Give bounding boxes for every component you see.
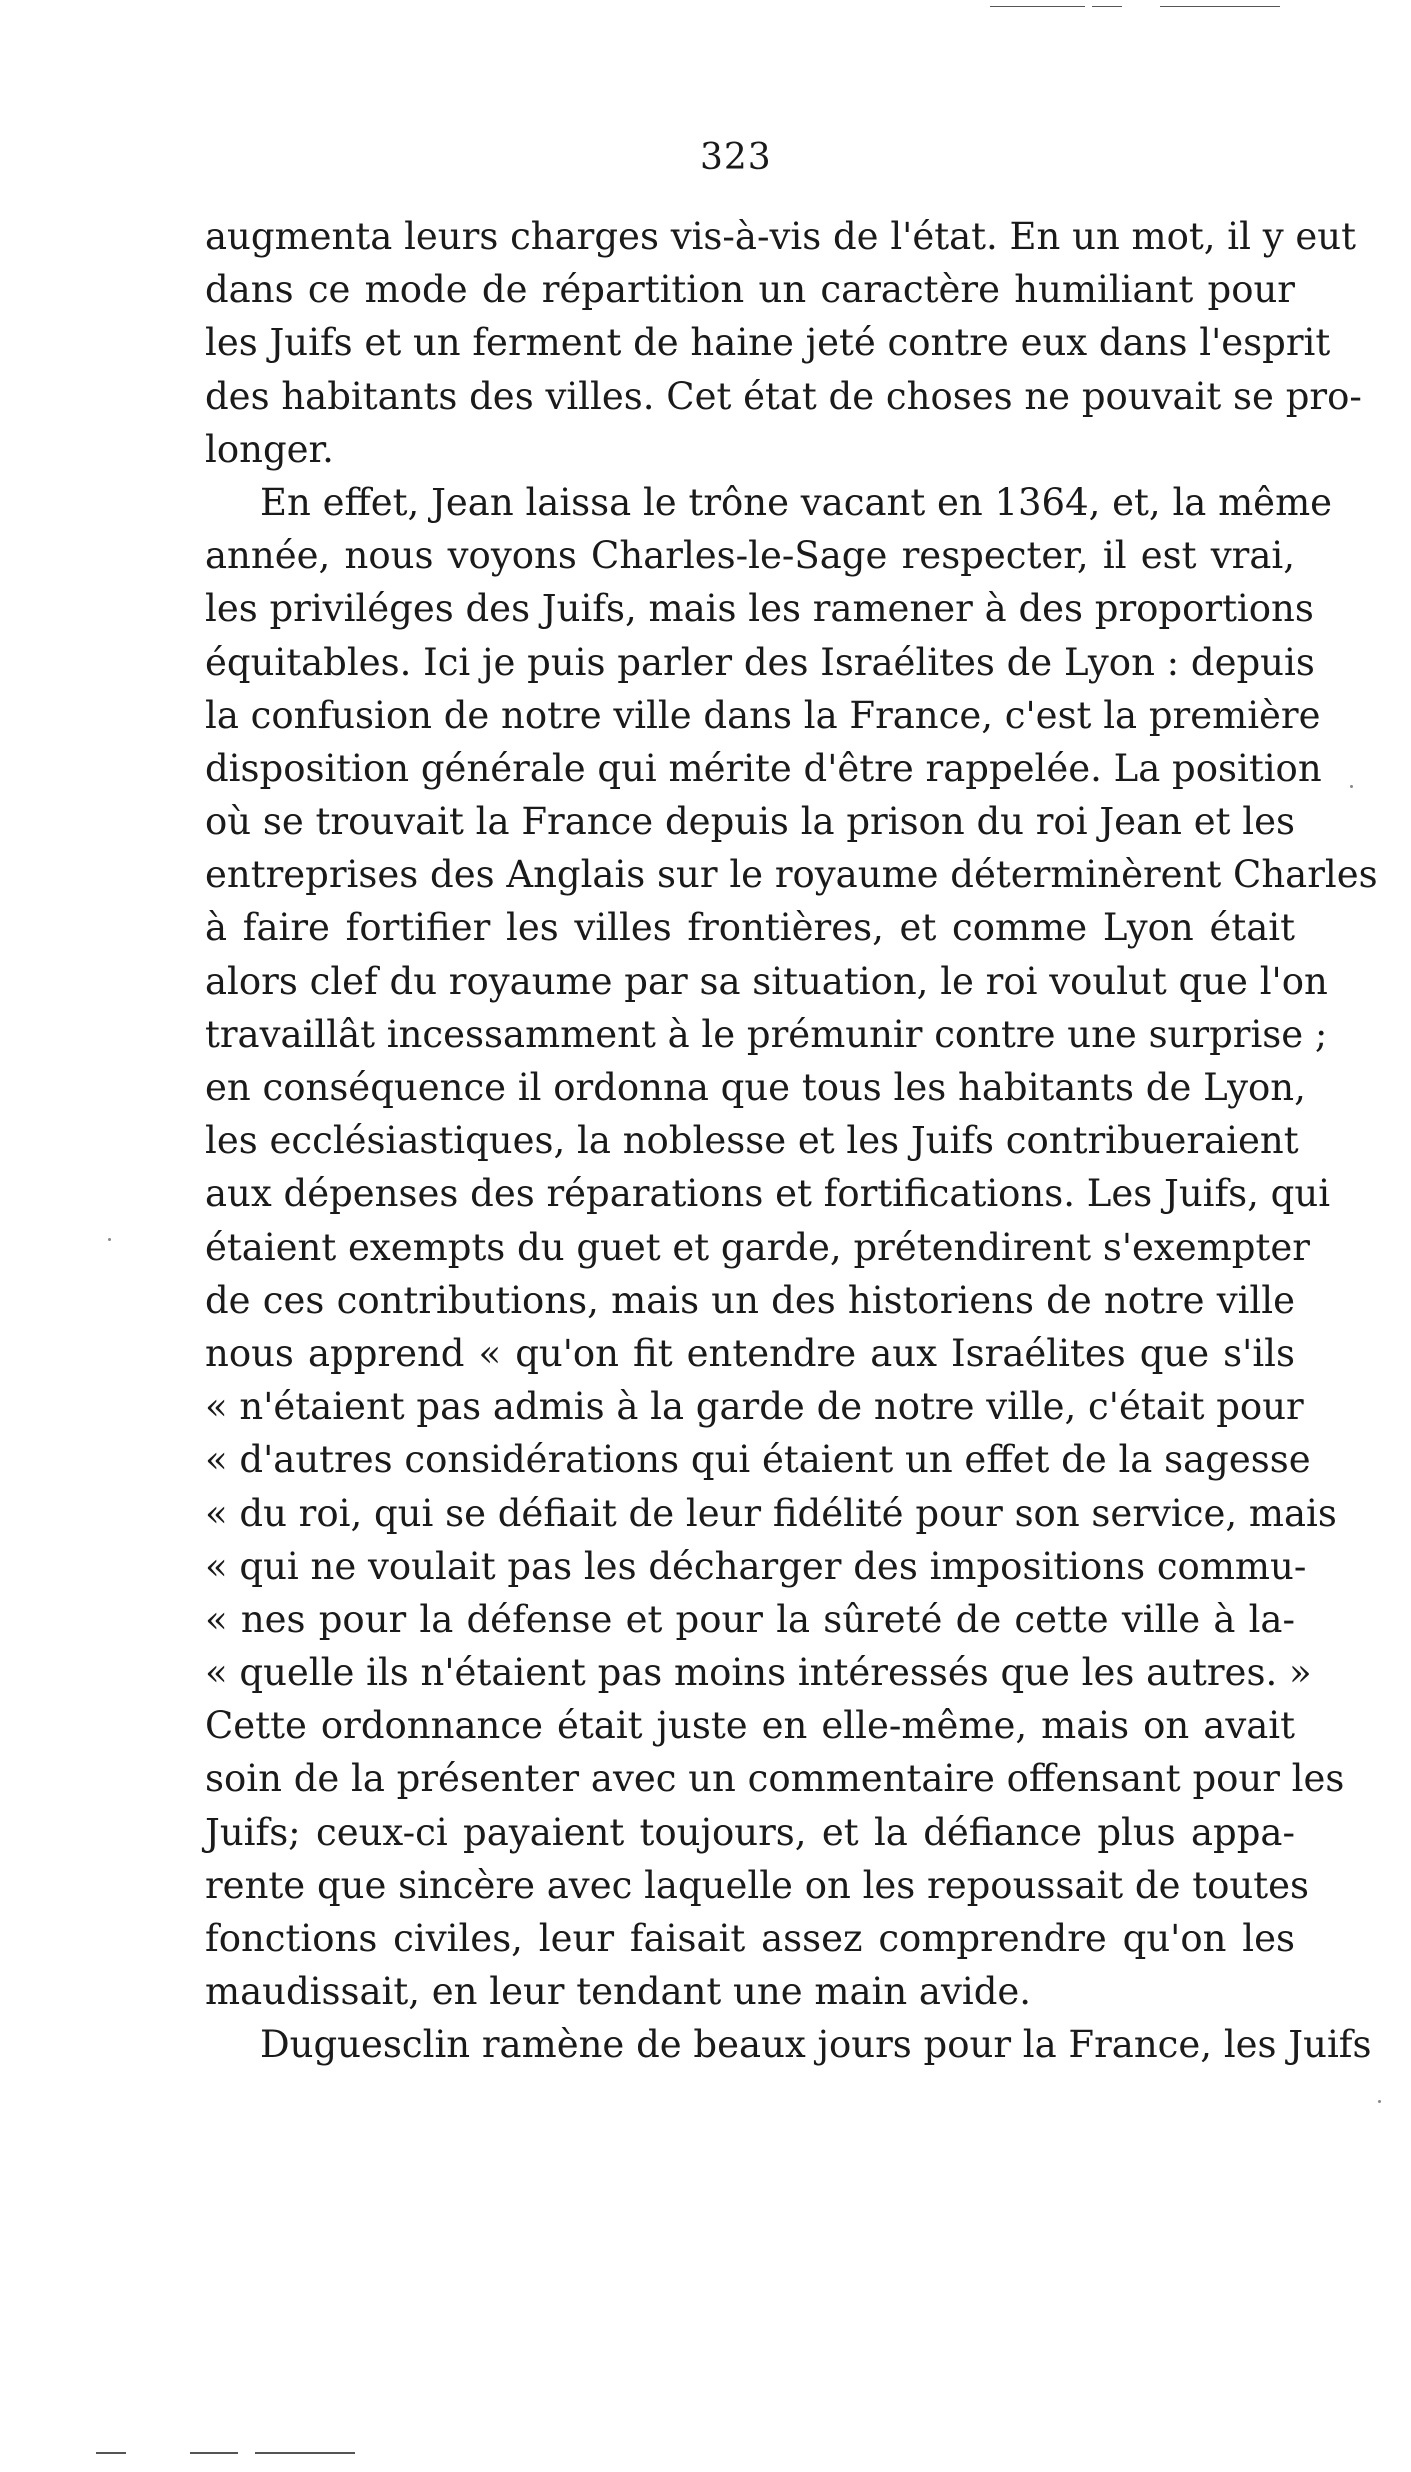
text-line: de ces contributions, mais un des historiens de notre ville bbox=[205, 1278, 1295, 1322]
text-line: aux dépenses des réparations et fortifications. Les Juifs, qui bbox=[205, 1172, 1331, 1216]
text-line: maudissait, en leur tendant une main avide. bbox=[205, 1970, 1032, 2014]
paragraph bbox=[205, 210, 1362, 476]
bottom-edge-rule-3 bbox=[255, 2452, 355, 2454]
text-line: « nes pour la défense et pour la sûreté de cette ville à la- bbox=[205, 1597, 1295, 1641]
text-line: « qui ne voulait pas les décharger des impositions commu- bbox=[205, 1544, 1307, 1588]
text-line: augmenta leurs charges vis-à-vis de l'état. En un mot, il y eut bbox=[205, 215, 1356, 258]
text-line: à faire fortifier les villes frontières, et comme Lyon était bbox=[205, 906, 1295, 950]
text-line: les Juifs et un ferment de haine jeté contre eux dans l'esprit bbox=[205, 321, 1331, 365]
body-text bbox=[205, 210, 1378, 2072]
text-line: où se trouvait la France depuis la prison du roi Jean et les bbox=[205, 800, 1295, 844]
text-line: rente que sincère avec laquelle on les repoussait de toutes bbox=[205, 1863, 1309, 1907]
text-line: En effet, Jean laissa le trône vacant en 1364, et, la même bbox=[260, 480, 1333, 524]
top-edge-rule-3 bbox=[1160, 6, 1280, 7]
text-line: alors clef du royaume par sa situation, le roi voulut que l'on bbox=[205, 959, 1328, 1003]
text-line: les priviléges des Juifs, mais les ramener à des proportions bbox=[205, 587, 1314, 631]
scan-speck bbox=[1378, 2100, 1381, 2103]
text-line: les ecclésiastiques, la noblesse et les Juifs contribueraient bbox=[205, 1119, 1299, 1163]
text-line: « n'étaient pas admis à la garde de notre ville, c'était pour bbox=[205, 1385, 1304, 1429]
text-line: dans ce mode de répartition un caractère humiliant pour bbox=[205, 268, 1295, 312]
text-line: « quelle ils n'étaient pas moins intéressés que les autres. » bbox=[205, 1651, 1312, 1695]
bottom-edge-rule-1 bbox=[96, 2452, 126, 2454]
text-line: « d'autres considérations qui étaient un effet de la sagesse bbox=[205, 1438, 1311, 1482]
bottom-edge-rule-2 bbox=[190, 2452, 238, 2454]
text-line: fonctions civiles, leur faisait assez comprendre qu'on les bbox=[205, 1917, 1295, 1960]
paragraph bbox=[205, 2018, 1372, 2071]
text-line: en conséquence il ordonna que tous les habitants de Lyon, bbox=[205, 1066, 1306, 1109]
text-line: nous apprend « qu'on fit entendre aux Israélites que s'ils bbox=[205, 1331, 1295, 1375]
text-line: la confusion de notre ville dans la France, c'est la première bbox=[205, 693, 1321, 737]
text-line: équitables. Ici je puis parler des Israélites de Lyon : depuis bbox=[205, 640, 1315, 684]
text-line: Cette ordonnance était juste en elle-même, mais on avait bbox=[205, 1704, 1295, 1748]
top-edge-rule-2 bbox=[1092, 6, 1122, 7]
text-line: soin de la présenter avec un commentaire offensant pour les bbox=[205, 1757, 1345, 1801]
text-line: Duguesclin ramène de beaux jours pour la France, les Juifs bbox=[260, 2023, 1372, 2067]
text-line: étaient exempts du guet et garde, prétendirent s'exempter bbox=[205, 1225, 1310, 1269]
text-line: « du roi, qui se défiait de leur fidélité pour son service, mais bbox=[205, 1491, 1337, 1535]
scan-speck bbox=[108, 1238, 111, 1241]
text-line: entreprises des Anglais sur le royaume déterminèrent Charles bbox=[205, 853, 1378, 897]
scan-speck bbox=[1350, 785, 1353, 788]
text-line: travaillât incessamment à le prémunir contre une surprise ; bbox=[205, 1012, 1328, 1056]
text-line: longer. bbox=[205, 427, 334, 471]
text-line: année, nous voyons Charles-le-Sage respecter, il est vrai, bbox=[205, 534, 1295, 578]
text-line: des habitants des villes. Cet état de choses ne pouvait se pro- bbox=[205, 374, 1362, 418]
text-line: Juifs; ceux-ci payaient toujours, et la défiance plus appa- bbox=[205, 1810, 1295, 1854]
text-line: disposition générale qui mérite d'être rappelée. La position bbox=[205, 746, 1322, 790]
page-number: 323 bbox=[700, 137, 772, 178]
paragraph bbox=[205, 476, 1378, 2018]
top-edge-rule-1 bbox=[990, 6, 1085, 7]
